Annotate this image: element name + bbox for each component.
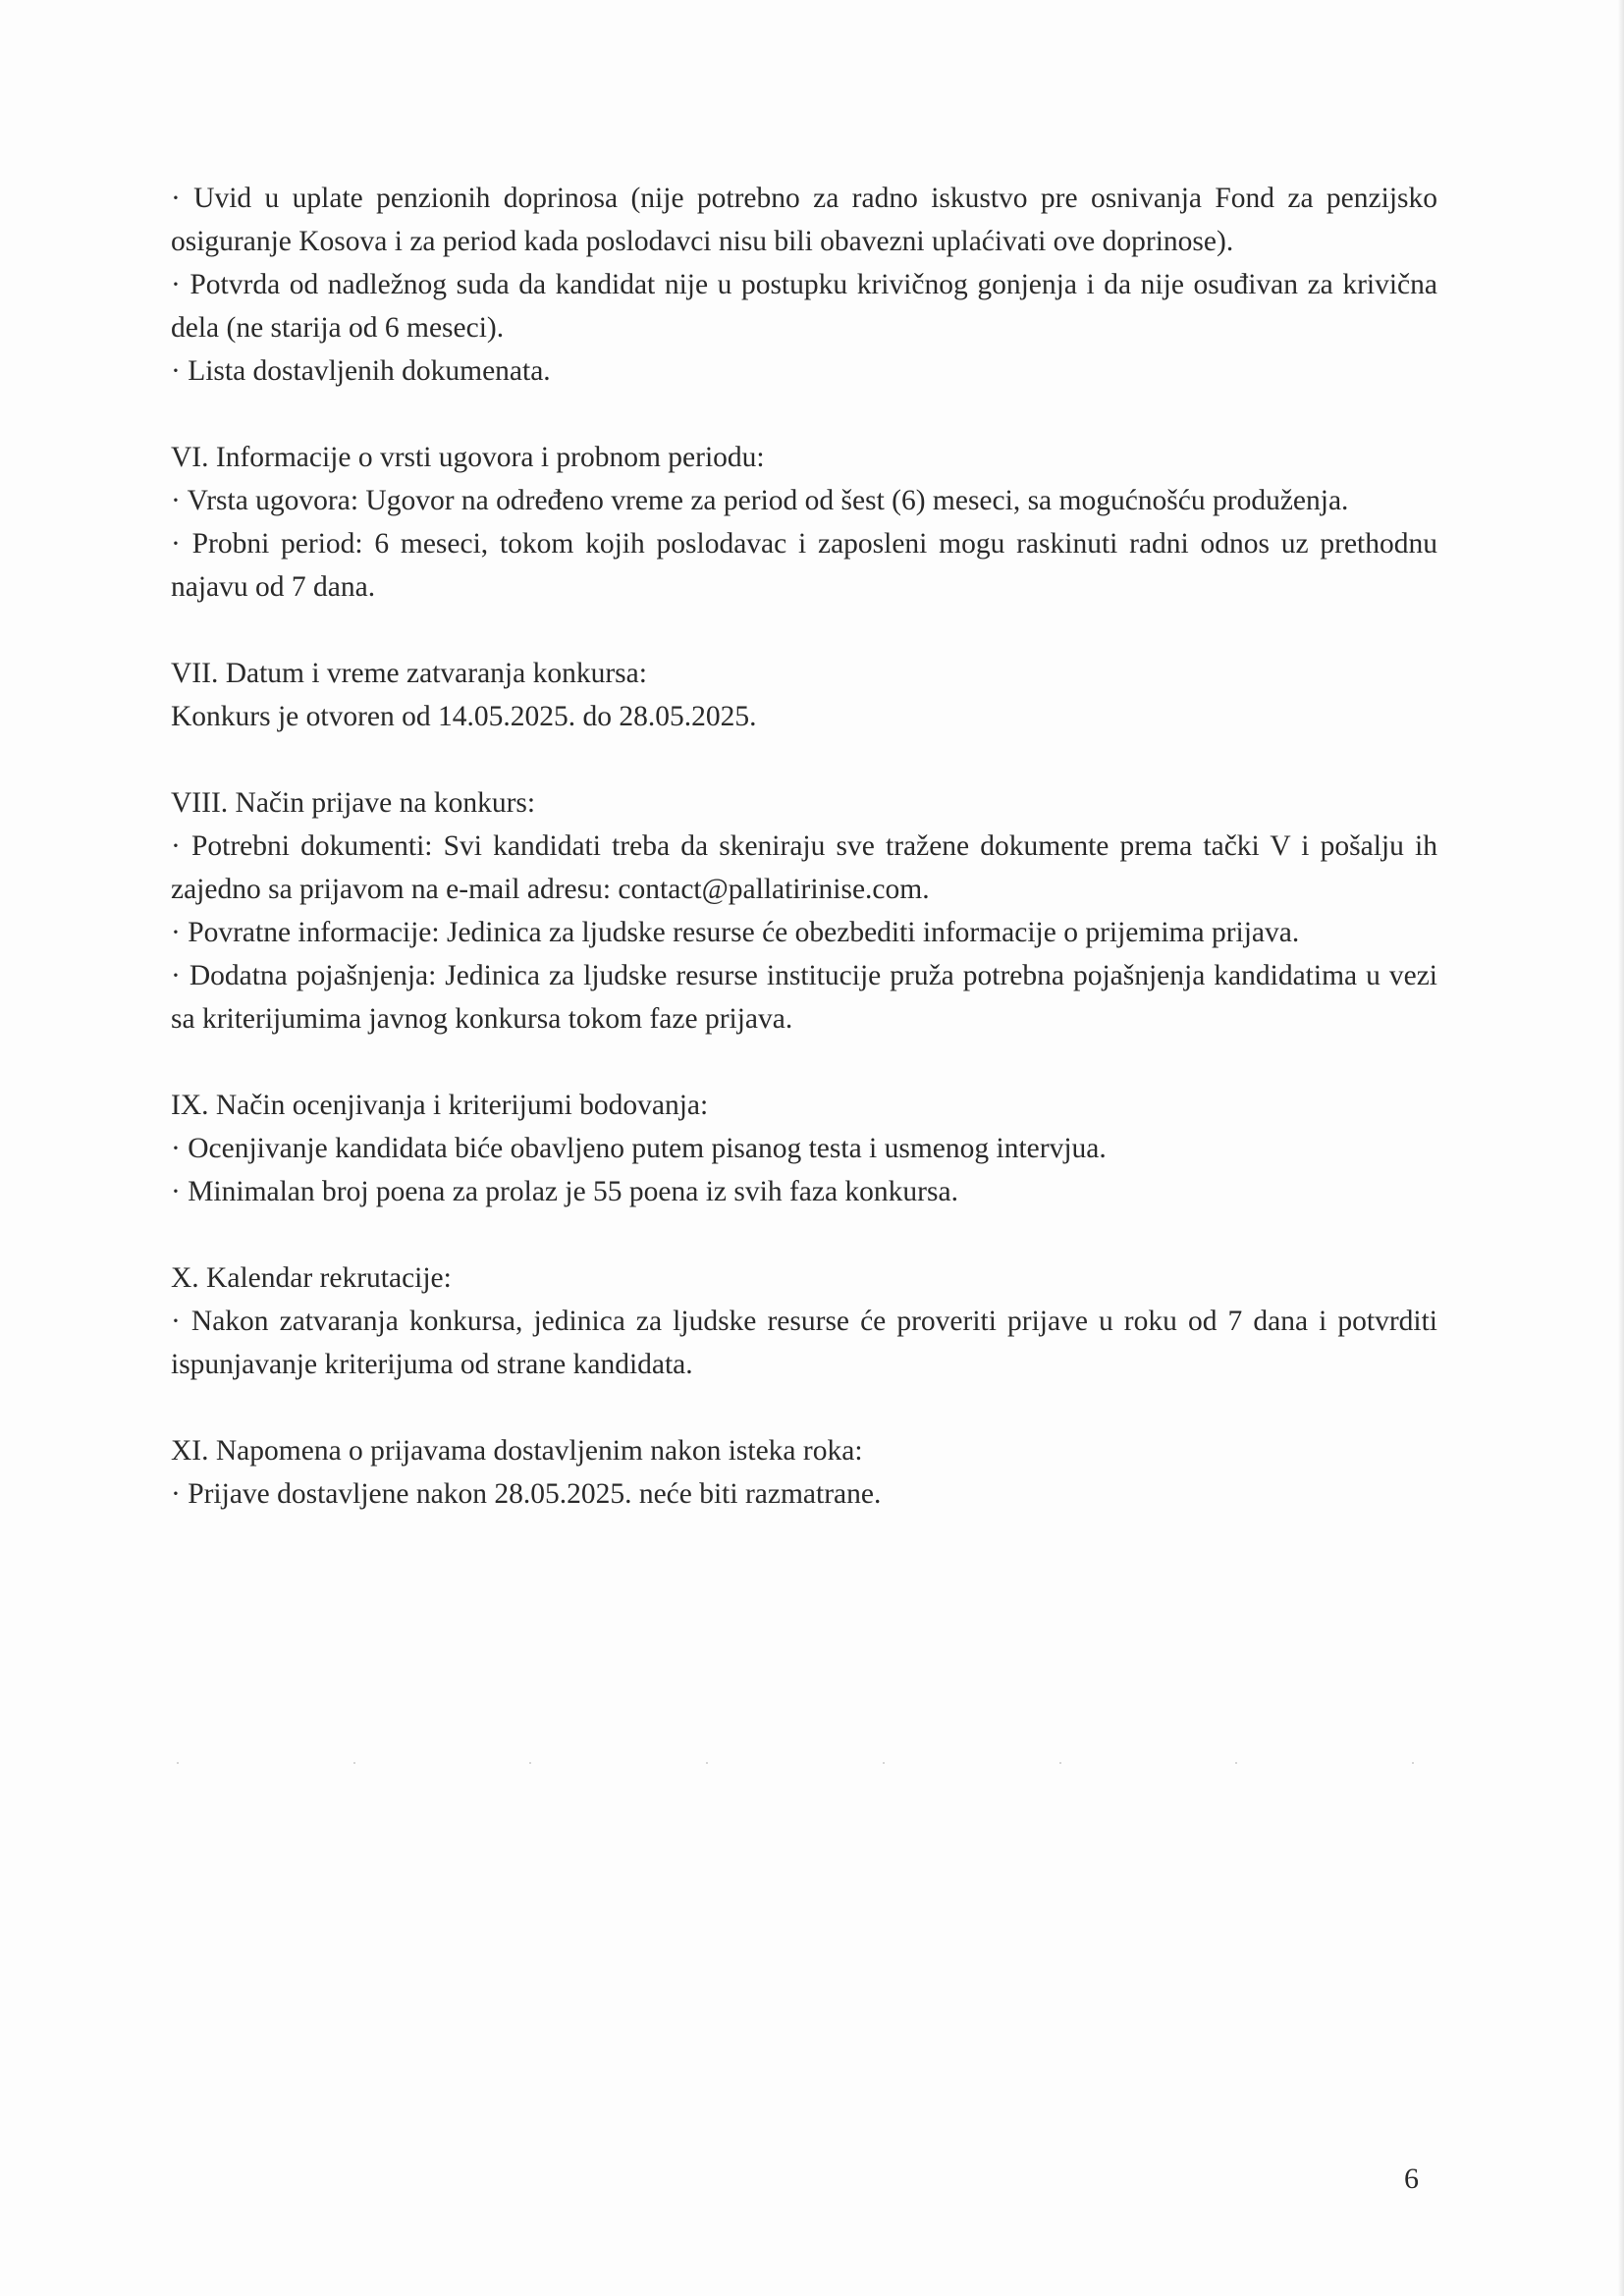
section-heading-vi: VI. Informacije o vrsti ugovora i probnom periodu: <box>171 442 765 473</box>
bullet-document-list: · Lista dostavljenih dokumenata. <box>171 355 551 387</box>
section-gap <box>171 1213 1437 1256</box>
section-gap <box>171 393 1437 436</box>
section-gap <box>171 738 1437 781</box>
bullet-court-certificate: · Potvrda od nadležnog suda da kandidat nije u postupku krivičnog gonjenja i da nije osuđivan za krivična dela (ne starija od 6 meseci). <box>171 269 1437 344</box>
section-heading-vii: VII. Datum i vreme zatvaranja konkursa: <box>171 658 647 689</box>
competition-open-dates: Konkurs je otvoren od 14.05.2025. do 28.05.2025. <box>171 701 757 732</box>
bullet-additional-clarifications: · Dodatna pojašnjenja: Jedinica za ljudske resurse institucije pruža potrebna pojašnjenja kandidatima u vezi sa kriterijumima javnog konkursa tokom faze prijava. <box>171 960 1437 1035</box>
section-gap <box>171 609 1437 652</box>
section-heading-ix: IX. Način ocenjivanja i kriterijumi bodovanja: <box>171 1090 709 1121</box>
section-heading-viii: VIII. Način prijave na konkurs: <box>171 787 536 819</box>
bullet-evaluation: · Ocenjivanje kandidata biće obavljeno putem pisanog testa i usmenog intervjua. <box>171 1133 1107 1164</box>
page-number: 6 <box>1404 2163 1419 2195</box>
bullet-pension-contributions: · Uvid u uplate penzionih doprinosa (nije potrebno za radno iskustvo pre osnivanja Fond za penzijsko osiguranje Kosova i za period kada poslodavci nisu bili obavezni uplaćivati ove doprinose). <box>171 183 1437 257</box>
bullet-required-documents: · Potrebni dokumenti: Svi kandidati treba da skeniraju sve tražene dokumente prema tački V i pošalju ih zajedno sa prijavom na e-mail adresu: contact@pallatirinise.com. <box>171 830 1437 905</box>
bullet-probation-period: · Probni period: 6 meseci, tokom kojih poslodavac i zaposleni mogu raskinuti radni odnos uz prethodnu najavu od 7 dana. <box>171 528 1437 603</box>
bullet-contract-type: · Vrsta ugovora: Ugovor na određeno vreme za period od šest (6) meseci, sa mogućnošću produženja. <box>171 485 1349 516</box>
section-heading-x: X. Kalendar rekrutacije: <box>171 1262 452 1294</box>
section-gap <box>171 1386 1437 1429</box>
bullet-minimum-points: · Minimalan broj poena za prolaz je 55 poena iz svih faza konkursa. <box>171 1176 958 1207</box>
section-heading-xi: XI. Napomena o prijavama dostavljenim nakon isteka roka: <box>171 1435 863 1467</box>
section-gap <box>171 1041 1437 1084</box>
scan-edge-shadow <box>1618 0 1624 2296</box>
bullet-late-applications: · Prijave dostavljene nakon 28.05.2025. neće biti razmatrane. <box>171 1478 882 1510</box>
document-body <box>171 177 1437 1516</box>
scan-dot-artifacts <box>177 1762 1414 1768</box>
bullet-feedback: · Povratne informacije: Jedinica za ljudske resurse će obezbediti informacije o prijemima prijava. <box>171 917 1300 948</box>
bullet-recruitment-calendar: · Nakon zatvaranja konkursa, jedinica za ljudske resurse će proveriti prijave u roku od 7 dana i potvrditi ispunjavanje kriterijuma od strane kandidata. <box>171 1306 1437 1380</box>
